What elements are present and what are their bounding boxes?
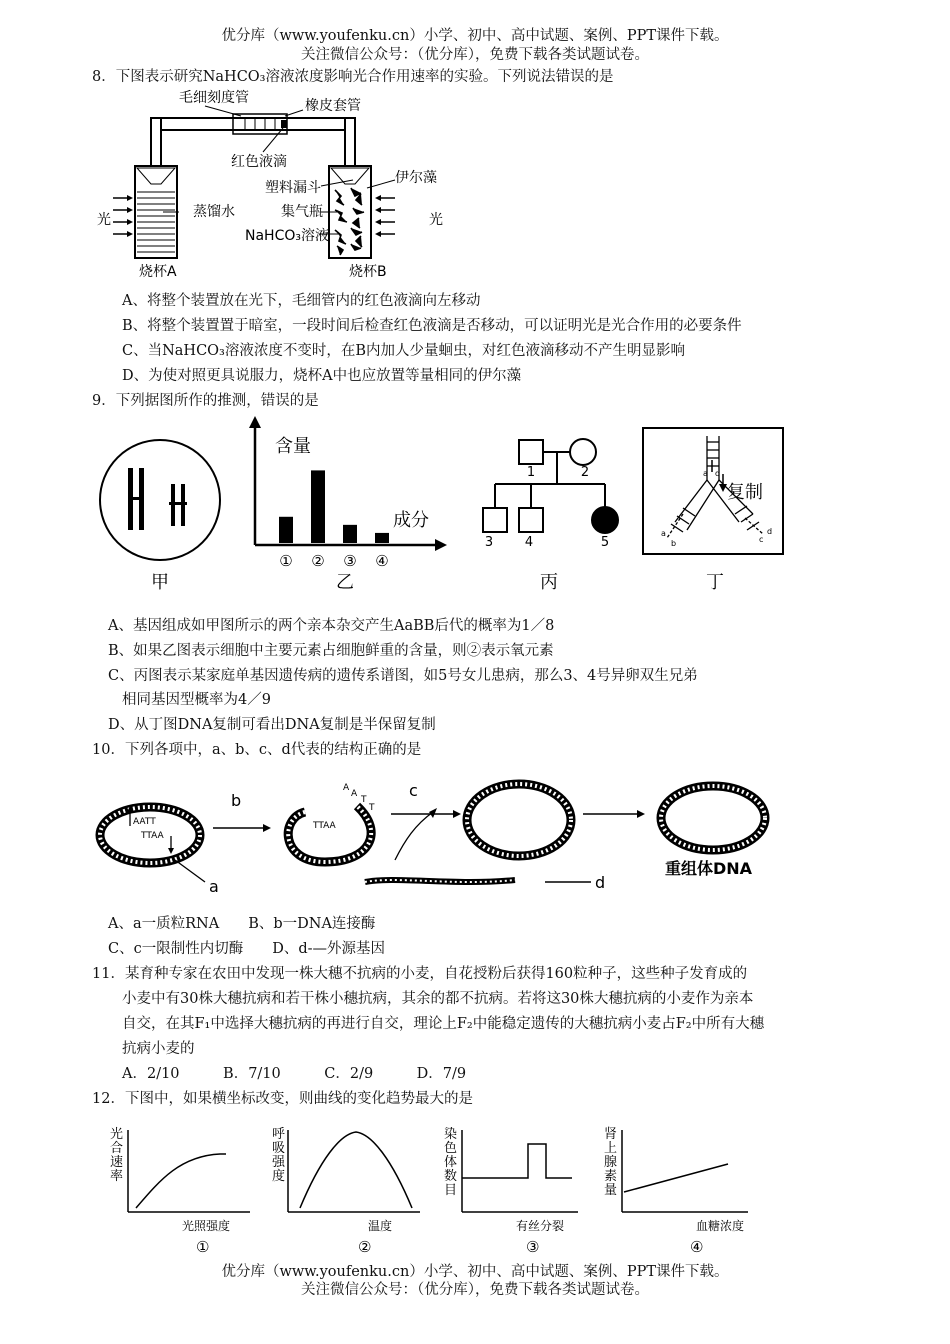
q8-option-d: D、为使对照更具说服力，烧杯A中也应放置等量相同的伊尔藻 bbox=[122, 368, 522, 384]
g2-y3: 度 bbox=[272, 1169, 286, 1184]
strand-d-top: d bbox=[715, 469, 721, 478]
strand-b-left: b bbox=[671, 539, 677, 548]
seq-aatt: AATT bbox=[133, 817, 156, 827]
header-line-1: 优分库（www.youfenku.cn）小学、初中、高中试题、案例、PPT课件下载。 bbox=[221, 28, 729, 44]
bar-label-4: ④ bbox=[375, 552, 389, 570]
q11-options: A．2/10 B．7/10 C．2/9 D．7/9 bbox=[122, 1066, 467, 1082]
label-b: b bbox=[231, 791, 242, 810]
pedigree-female-2 bbox=[570, 439, 596, 465]
q11-line-2: 小麦中有30株大穗抗病和若干株小穗抗病，其余的都不抗病。若将这30株大穗抗病的小麦作为亲本 bbox=[122, 991, 754, 1007]
q8-option-a: A、将整个装置放在光下，毛细管内的红色液滴向左移动 bbox=[122, 293, 481, 309]
q11-line-4: 抗病小麦的 bbox=[122, 1041, 195, 1057]
label-water: 蒸馏水 bbox=[193, 204, 235, 220]
g3-xlabel: 有丝分裂 bbox=[516, 1219, 565, 1233]
g1-y3: 率 bbox=[110, 1169, 124, 1184]
label-nahco3: NaHCO₃溶液 bbox=[245, 228, 329, 244]
pedigree-num-4: 4 bbox=[524, 535, 534, 550]
caption-ding: 丁 bbox=[706, 572, 724, 593]
label-a: a bbox=[209, 877, 219, 896]
label-droplet: 红色液滴 bbox=[231, 154, 287, 170]
caption-yi: 乙 bbox=[336, 572, 354, 593]
pedigree-affected-female-5 bbox=[592, 507, 618, 533]
q12-graphs bbox=[100, 1120, 760, 1260]
q9-stem: 9．下列据图所作的推测，错误的是 bbox=[92, 393, 319, 409]
recombinant-dna bbox=[661, 786, 765, 850]
g1-y2: 速 bbox=[110, 1155, 124, 1170]
g3-y4: 目 bbox=[444, 1183, 458, 1198]
sticky-a1: A bbox=[343, 783, 350, 793]
cell-circle bbox=[100, 440, 220, 560]
g1-xlabel: 光照强度 bbox=[182, 1219, 231, 1233]
graph-1 bbox=[110, 1126, 250, 1256]
g1-num: ① bbox=[196, 1238, 210, 1256]
caption-jia: 甲 bbox=[151, 572, 169, 593]
chart-ylabel: 含量 bbox=[275, 436, 311, 457]
sticky-t2: T bbox=[369, 803, 375, 813]
pedigree-male-3 bbox=[483, 508, 507, 532]
label-beaker-b: 烧杯B bbox=[349, 264, 387, 280]
header-line-2: 关注微信公众号：（优分库），免费下载各类试题试卷。 bbox=[301, 47, 649, 63]
graph-4 bbox=[604, 1126, 748, 1256]
caption-bing: 丙 bbox=[540, 572, 558, 593]
strand-d-right: d bbox=[767, 527, 773, 536]
q8-apparatus-figure bbox=[95, 88, 455, 288]
q10-options-ab: A、a一质粒RNA B、b一DNA连接酶 bbox=[108, 916, 376, 932]
strand-a-left: a bbox=[661, 529, 666, 538]
g2-y2: 强 bbox=[272, 1155, 286, 1170]
sticky-t1: T bbox=[361, 795, 367, 805]
g3-y0: 染 bbox=[444, 1127, 458, 1142]
q9-option-d: D、从丁图DNA复制可看出DNA复制是半保留复制 bbox=[108, 717, 436, 733]
g4-y1: 上 bbox=[604, 1141, 618, 1156]
label-d: d bbox=[595, 873, 606, 892]
q9-option-a: A、基因组成如甲图所示的两个亲本杂交产生AaBB后代的概率为1／8 bbox=[108, 618, 555, 634]
label-capillary: 毛细刻度管 bbox=[179, 90, 249, 106]
bar-chart bbox=[249, 416, 447, 570]
pedigree-male-1 bbox=[519, 440, 543, 464]
g4-y0: 肾 bbox=[604, 1127, 618, 1142]
label-c: c bbox=[409, 781, 418, 800]
graph-3 bbox=[444, 1126, 578, 1256]
q10-options-cd: C、c一限制性内切酶 D、d-—外源基因 bbox=[108, 941, 386, 957]
g1-y0: 光 bbox=[110, 1127, 124, 1142]
replication-label: 复制 bbox=[727, 482, 763, 503]
label-beaker-a: 烧杯A bbox=[139, 264, 177, 280]
bar-label-1: ① bbox=[279, 552, 293, 570]
g3-num: ③ bbox=[526, 1238, 540, 1256]
footer-line-1: 优分库（www.youfenku.cn）小学、初中、高中试题、案例、PPT课件下载。 bbox=[221, 1264, 729, 1280]
g3-y2: 体 bbox=[444, 1155, 458, 1170]
label-rubber: 橡皮套管 bbox=[305, 98, 361, 114]
g4-num: ④ bbox=[690, 1238, 704, 1256]
g4-y4: 量 bbox=[604, 1183, 618, 1198]
graph-2 bbox=[272, 1127, 420, 1256]
pedigree-num-3: 3 bbox=[484, 535, 494, 550]
bar-3 bbox=[343, 525, 357, 543]
bar-1 bbox=[279, 517, 293, 543]
g1-y1: 合 bbox=[110, 1141, 124, 1156]
label-elodea: 伊尔藻 bbox=[395, 170, 437, 186]
q9-option-c-cont: 相同基因型概率为4／9 bbox=[122, 692, 271, 708]
g2-y1: 吸 bbox=[272, 1141, 286, 1156]
label-light-left: 光 bbox=[97, 212, 111, 228]
q10-recombination-figure bbox=[95, 770, 795, 910]
sticky-a2: A bbox=[351, 789, 358, 799]
q9-option-c: C、丙图表示某家庭单基因遗传病的遗传系谱图，如5号女儿患病，那么3、4号异卵双生兄弟 bbox=[108, 668, 698, 684]
label-light-right: 光 bbox=[429, 212, 443, 228]
g3-y3: 数 bbox=[444, 1169, 458, 1184]
g2-xlabel: 温度 bbox=[368, 1219, 393, 1233]
g4-y3: 素 bbox=[604, 1169, 618, 1184]
footer-line-2: 关注微信公众号：（优分库），免费下载各类试题试卷。 bbox=[301, 1282, 649, 1298]
bar-label-3: ③ bbox=[343, 552, 357, 570]
strand-c-right: c bbox=[759, 535, 764, 544]
label-funnel: 塑料漏斗 bbox=[265, 180, 321, 196]
pedigree-male-4 bbox=[519, 508, 543, 532]
bar-2 bbox=[311, 470, 325, 543]
label-recombinant: 重组体DNA bbox=[665, 859, 753, 878]
q11-line-1: 11．某育种专家在农田中发现一株大穗不抗病的小麦，自花授粉后获得160粒种子，这些种子发育成的 bbox=[92, 966, 748, 982]
pedigree-num-2: 2 bbox=[580, 465, 590, 480]
strand-a-top: a bbox=[703, 469, 708, 478]
q10-stem: 10．下列各项中，a、b、c、d代表的结构正确的是 bbox=[92, 742, 422, 758]
q11-line-3: 自交，在其F₁中选择大穗抗病的再进行自交，理论上F₂中能稳定遗传的大穗抗病小麦占F₂中所有大穗 bbox=[122, 1016, 765, 1032]
q8-option-c: C、当NaHCO₃溶液浓度不变时，在B内加人少量蛔虫，对红色液滴移动不产生明显影响 bbox=[122, 343, 686, 359]
pedigree-num-1: 1 bbox=[526, 465, 536, 480]
q8-stem: 8．下图表示研究NaHCO₃溶液浓度影响光合作用速率的实验。下列说法错误的是 bbox=[92, 69, 614, 85]
q9-figures bbox=[95, 410, 815, 600]
g4-y2: 腺 bbox=[604, 1155, 618, 1170]
q9-option-b: B、如果乙图表示细胞中主要元素占细胞鲜重的含量，则②表示氧元素 bbox=[108, 643, 554, 659]
label-bottle: 集气瓶 bbox=[281, 204, 323, 220]
seq-ttaa-cut: TTAA bbox=[313, 821, 336, 831]
g4-xlabel: 血糖浓度 bbox=[696, 1219, 745, 1233]
g2-y0: 呼 bbox=[272, 1127, 286, 1142]
g3-y1: 色 bbox=[444, 1141, 458, 1156]
q8-option-b: B、将整个装置置于暗室，一段时间后检查红色液滴是否移动，可以证明光是光合作用的必要条件 bbox=[122, 318, 742, 334]
pedigree-num-5: 5 bbox=[600, 535, 610, 550]
g2-num: ② bbox=[358, 1238, 372, 1256]
seq-ttaa: TTAA bbox=[141, 831, 164, 841]
bar-4 bbox=[375, 533, 389, 543]
bar-label-2: ② bbox=[311, 552, 325, 570]
chart-xlabel: 成分 bbox=[393, 510, 429, 531]
q12-stem: 12．下图中，如果横坐标改变，则曲线的变化趋势最大的是 bbox=[92, 1091, 473, 1107]
